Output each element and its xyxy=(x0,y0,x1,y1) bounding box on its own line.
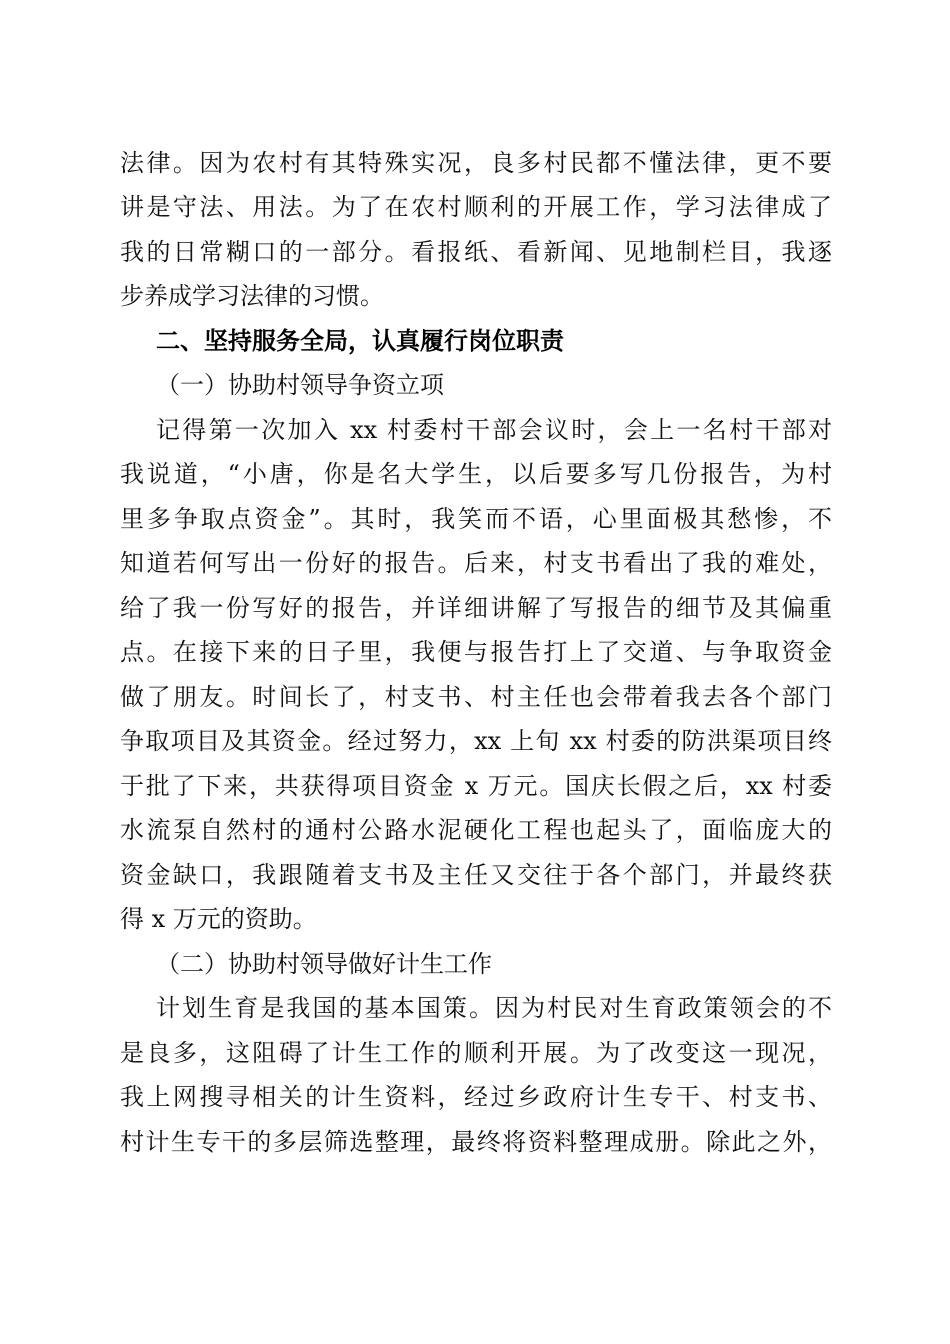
paragraph-line: 点。在接下来的日子里，我便与报告打上了交道、与争取资金 xyxy=(120,638,832,666)
paragraph-line: 给了我一份写好的报告，并详细讲解了写报告的细节及其偏重 xyxy=(120,594,832,622)
paragraph-line: 争取项目及其资金。经过努力，xx 上旬 xx 村委的防洪渠项目终 xyxy=(120,727,832,755)
paragraph-line: 是良多，这阻碍了计生工作的顺利开展。为了改变这一现况， xyxy=(120,1039,832,1067)
paragraph-line: 村计生专干的多层筛选整理，最终将资料整理成册。除此之外， xyxy=(120,1128,832,1156)
paragraph-line: 我的日常糊口的一部分。看报纸、看新闻、见地制栏目，我逐 xyxy=(120,238,832,266)
subsection-heading: （一）协助村领导争资立项 xyxy=(156,371,444,399)
paragraph-line: 知道若何写出一份好的报告。后来，村支书看出了我的难处， xyxy=(120,549,832,577)
subsection-heading: （二）协助村领导做好计生工作 xyxy=(156,950,492,978)
paragraph-line: 于批了下来，共获得项目资金 x 万元。国庆长假之后，xx 村委 xyxy=(120,772,832,800)
paragraph-line: 得 x 万元的资助。 xyxy=(120,905,317,933)
paragraph-line: 我说道，“小唐，你是名大学生，以后要多写几份报告，为村 xyxy=(120,460,832,488)
paragraph-line: 步养成学习法律的习惯。 xyxy=(120,282,384,310)
paragraph-line: 里多争取点资金”。其时，我笑而不语，心里面极其愁惨，不 xyxy=(120,505,832,533)
paragraph-line: 我上网搜寻相关的计生资料，经过乡政府计生专干、村支书、 xyxy=(120,1083,832,1111)
paragraph-line: 讲是守法、用法。为了在农村顺利的开展工作，学习法律成了 xyxy=(120,193,832,221)
paragraph-line: 计划生育是我国的基本国策。因为村民对生育政策领会的不 xyxy=(156,994,832,1022)
paragraph-line: 资金缺口，我跟随着支书及主任又交往于各个部门，并最终获 xyxy=(120,861,832,889)
section-heading: 二、坚持服务全局，认真履行岗位职责 xyxy=(156,327,564,355)
paragraph-line: 记得第一次加入 xx 村委村干部会议时，会上一名村干部对 xyxy=(156,416,832,444)
paragraph-line: 法律。因为农村有其特殊实况，良多村民都不懂法律，更不要 xyxy=(120,149,832,177)
paragraph-line: 水流泵自然村的通村公路水泥硬化工程也起头了，面临庞大的 xyxy=(120,816,832,844)
paragraph-line: 做了朋友。时间长了，村支书、村主任也会带着我去各个部门 xyxy=(120,683,832,711)
